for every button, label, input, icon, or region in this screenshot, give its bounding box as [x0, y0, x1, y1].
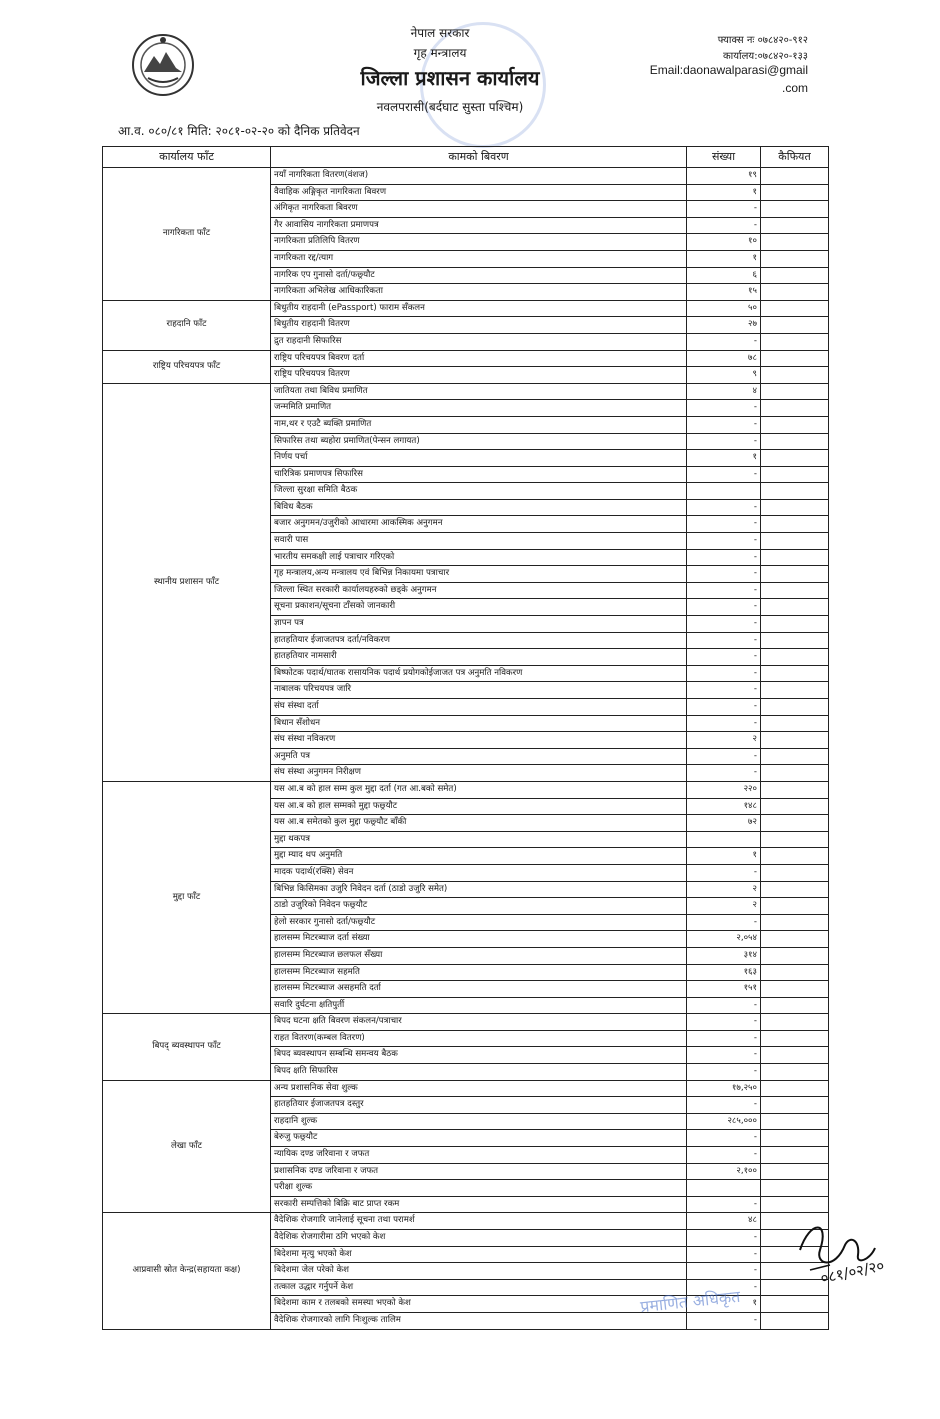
section-name: मुद्दा फाँट: [103, 781, 271, 1013]
row-count: -: [687, 665, 761, 682]
contact-phone: कार्यालय:०७८४२०-१३३: [722, 51, 808, 62]
row-remarks: [761, 499, 829, 516]
row-description: हालसम्म मिटरब्याज दर्ता संख्या: [271, 931, 687, 948]
row-count: ६: [687, 267, 761, 284]
row-remarks: [761, 699, 829, 716]
row-description: अंगिकृत नागरिकता बिवरण: [271, 201, 687, 218]
row-remarks: [761, 367, 829, 384]
row-description: हालसम्म मिटरब्याज छलफल सँख्या: [271, 947, 687, 964]
row-description: जिल्ला स्थित सरकारी कार्यालयहरुको छड्के अनुगमन: [271, 582, 687, 599]
col-header-count: संख्या: [687, 147, 761, 168]
row-description: जन्ममिति प्रमाणित: [271, 400, 687, 417]
row-count: -: [687, 748, 761, 765]
row-remarks: [761, 798, 829, 815]
row-count: १७,२५०: [687, 1080, 761, 1097]
row-description: नागरिक एप गुनासो दर्ता/फछ्र्यौट: [271, 267, 687, 284]
row-description: हातहतियार ईजाजतपत्र दस्तुर: [271, 1097, 687, 1114]
row-description: हालसम्म मिटरब्याज सहमति: [271, 964, 687, 981]
row-description: वैदेशिक रोजगारि जानेलाई सूचना तथा परामर्श: [271, 1213, 687, 1230]
row-description: भारतीय समकक्षी लाई पत्राचार गरिएको: [271, 549, 687, 566]
row-count: १: [687, 250, 761, 267]
row-description: चारित्रिक प्रमाणपत्र सिफारिस: [271, 466, 687, 483]
row-count: -: [687, 599, 761, 616]
row-description: वैवाहिक अङ्गिकृत नागरिकता बिवरण: [271, 184, 687, 201]
section-name: आप्रवासी स्रोत केन्द्र(सहायता कक्ष): [103, 1213, 271, 1329]
row-remarks: [761, 898, 829, 915]
row-remarks: [761, 931, 829, 948]
row-remarks: [761, 748, 829, 765]
signature-date: ०८१/०२/२०: [818, 1256, 886, 1288]
row-description: राष्ट्रिय परिचयपत्र बिवरण दर्ता: [271, 350, 687, 367]
row-remarks: [761, 848, 829, 865]
row-count: -: [687, 416, 761, 433]
row-count: -: [687, 1263, 761, 1280]
row-count: -: [687, 616, 761, 633]
row-description: न्यायिक दण्ड जरिवाना र जफत: [271, 1147, 687, 1164]
row-count: -: [687, 549, 761, 566]
col-header-remarks: कैफियत: [761, 147, 829, 168]
row-count: १५१: [687, 981, 761, 998]
section-name: राष्ट्रिय परिचयपत्र फाँट: [103, 350, 271, 383]
row-remarks: [761, 433, 829, 450]
row-count: -: [687, 632, 761, 649]
row-count: ७२: [687, 815, 761, 832]
row-count: ५०: [687, 300, 761, 317]
row-remarks: [761, 599, 829, 616]
row-count: -: [687, 1279, 761, 1296]
row-remarks: [761, 333, 829, 350]
row-remarks: [761, 1312, 829, 1329]
section-name: स्थानीय प्रशासन फाँट: [103, 383, 271, 781]
row-description: मादक पदार्थ(रक्सि) सेवन: [271, 864, 687, 881]
row-count: -: [687, 765, 761, 782]
row-count: १: [687, 450, 761, 467]
row-count: १९: [687, 168, 761, 185]
row-remarks: [761, 300, 829, 317]
row-count: -: [687, 1030, 761, 1047]
row-description: बिविध बैठक: [271, 499, 687, 516]
row-description: नाम,थर र एउटै ब्यक्ति प्रमाणित: [271, 416, 687, 433]
row-remarks: [761, 350, 829, 367]
row-count: -: [687, 433, 761, 450]
row-remarks: [761, 1296, 829, 1313]
row-count: -: [687, 1047, 761, 1064]
row-count: -: [687, 466, 761, 483]
header-gov: नेपाल सरकार: [410, 26, 470, 40]
row-remarks: [761, 864, 829, 881]
row-remarks: [761, 1030, 829, 1047]
row-remarks: [761, 765, 829, 782]
row-remarks: [761, 947, 829, 964]
row-description: बिदेशमा मृत्यु भएको केश: [271, 1246, 687, 1263]
row-remarks: [761, 831, 829, 848]
row-remarks: [761, 516, 829, 533]
row-remarks: [761, 1180, 829, 1197]
row-description: वैदेशिक रोजगारको लागि निःशुल्क तालिम: [271, 1312, 687, 1329]
row-remarks: [761, 1163, 829, 1180]
row-count: -: [687, 201, 761, 218]
row-count: -: [687, 1147, 761, 1164]
row-count: -: [687, 333, 761, 350]
row-description: नाबालक परिचयपत्र जारि: [271, 682, 687, 699]
row-remarks: [761, 1097, 829, 1114]
row-remarks: [761, 1130, 829, 1147]
header-location: नवलपरासी(बर्दघाट सुस्ता पश्चिम): [376, 100, 524, 114]
row-description: यस आ.ब को हाल सम्मको मुद्दा फछ्र्यौट: [271, 798, 687, 815]
table-row: [103, 350, 829, 367]
row-remarks: [761, 649, 829, 666]
row-count: -: [687, 217, 761, 234]
table-row: [103, 300, 829, 317]
col-header-section: कार्यालय फाँट: [103, 147, 271, 168]
row-count: २: [687, 898, 761, 915]
col-header-desc: कामको बिवरण: [271, 147, 687, 168]
row-remarks: [761, 184, 829, 201]
row-count: २,१००: [687, 1163, 761, 1180]
row-remarks: [761, 250, 829, 267]
row-description: यस आ.ब को हाल सम्म कुल मुद्दा दर्ता (गत आ.बको समेत): [271, 781, 687, 798]
row-description: सूचना प्रकाशन/सूचना टाँसको जानकारी: [271, 599, 687, 616]
row-description: परीक्षा शुल्क: [271, 1180, 687, 1197]
row-remarks: [761, 383, 829, 400]
section-name: राहदानि फाँट: [103, 300, 271, 350]
row-description: राहदानि शुल्क: [271, 1113, 687, 1130]
row-remarks: [761, 997, 829, 1014]
row-description: प्रशासनिक दण्ड जरिवाना र जफत: [271, 1163, 687, 1180]
row-description: संघ संस्था अनुगमन निरीक्षण: [271, 765, 687, 782]
row-description: हेलो सरकार गुनासो दर्ता/फछ्र्यौट: [271, 914, 687, 931]
row-count: -: [687, 699, 761, 716]
row-remarks: [761, 1047, 829, 1064]
row-count: [687, 483, 761, 500]
table-header-row: [103, 147, 829, 168]
row-remarks: [761, 416, 829, 433]
row-count: २२०: [687, 781, 761, 798]
row-description: गृह मन्त्रालय,अन्य मन्त्रालय एवं बिभिन्न निकायमा पत्राचार: [271, 566, 687, 583]
row-description: राष्ट्रिय परिचयपत्र वितरण: [271, 367, 687, 384]
row-remarks: [761, 483, 829, 500]
row-count: -: [687, 400, 761, 417]
row-description: बेरुजु फछ्र्यौट: [271, 1130, 687, 1147]
row-count: २: [687, 881, 761, 898]
row-description: यस आ.ब समेतको कुल मुद्दा फछ्र्यौट बाँकी: [271, 815, 687, 832]
section-name: बिपद् ब्यवस्थापन फाँट: [103, 1014, 271, 1080]
row-description: हातहतियार ईजाजतपत्र दर्ता/नविकरण: [271, 632, 687, 649]
row-remarks: [761, 1147, 829, 1164]
row-description: बिपद ब्यवस्थापन सम्बन्धि समन्वय बैठक: [271, 1047, 687, 1064]
row-description: बिपद घटना क्षति बिवरण संकलन/पत्राचार: [271, 1014, 687, 1031]
row-count: -: [687, 516, 761, 533]
row-description: संघ संस्था दर्ता: [271, 699, 687, 716]
row-description: बिदेशमा जेल परेको केश: [271, 1263, 687, 1280]
row-description: बिधुतीय राहदानी (ePassport) फाराम सँकलन: [271, 300, 687, 317]
row-description: नागरिकता रद्द/त्याग: [271, 250, 687, 267]
row-count: -: [687, 1064, 761, 1081]
row-remarks: [761, 1080, 829, 1097]
row-count: -: [687, 1230, 761, 1247]
row-count: २७: [687, 317, 761, 334]
row-description: सवारि दुर्घटना क्षतिपुर्ती: [271, 997, 687, 1014]
row-description: नागरिकता अभिलेख आधिकारिकता: [271, 284, 687, 301]
row-count: २,०५४: [687, 931, 761, 948]
row-count: -: [687, 533, 761, 550]
row-remarks: [761, 1113, 829, 1130]
row-description: संघ संस्था नविकरण: [271, 732, 687, 749]
row-remarks: [761, 964, 829, 981]
row-description: नयाँ नागरिकता वितरण(वंशज): [271, 168, 687, 185]
header-office: जिल्ला प्रशासन कार्यालय: [360, 66, 540, 90]
row-count: १: [687, 848, 761, 865]
row-description: बजार अनुगमन/उजुरीको आधारमा आकस्मिक अनुगमन: [271, 516, 687, 533]
table-row: [103, 1213, 829, 1230]
row-description: राहत वितरण(कम्बल वितरण): [271, 1030, 687, 1047]
row-description: तत्काल उद्धार गर्नुपर्ने केश: [271, 1279, 687, 1296]
row-count: -: [687, 582, 761, 599]
row-remarks: [761, 284, 829, 301]
table-row: [103, 168, 829, 185]
row-count: ७८: [687, 350, 761, 367]
row-remarks: [761, 267, 829, 284]
row-description: अन्य प्रशासनिक सेवा शुल्क: [271, 1080, 687, 1097]
approval-stamp-text: प्रमाणित अधिकृत: [639, 1286, 742, 1317]
row-description: जातियता तथा बिविध प्रमाणित: [271, 383, 687, 400]
nepal-emblem-icon: [130, 32, 196, 98]
row-description: ठाडो उजुरिको निवेदन फछ्र्यौट: [271, 898, 687, 915]
row-remarks: [761, 201, 829, 218]
row-count: १४८: [687, 798, 761, 815]
row-remarks: [761, 781, 829, 798]
row-count: -: [687, 997, 761, 1014]
row-description: बिष्फोटक पदार्थ/घातक रासायनिक पदार्थ प्रयोगकोईजाजत पत्र अनुमति नविकरण: [271, 665, 687, 682]
row-remarks: [761, 317, 829, 334]
section-name: नागरिकता फाँट: [103, 168, 271, 301]
row-remarks: [761, 234, 829, 251]
row-remarks: [761, 582, 829, 599]
row-remarks: [761, 732, 829, 749]
row-count: १५: [687, 284, 761, 301]
row-count: -: [687, 1196, 761, 1213]
row-remarks: [761, 168, 829, 185]
row-description: सवारी पास: [271, 533, 687, 550]
row-description: बिधान सँशोधन: [271, 715, 687, 732]
row-remarks: [761, 682, 829, 699]
row-count: -: [687, 715, 761, 732]
row-remarks: [761, 715, 829, 732]
row-description: निर्णय पर्चा: [271, 450, 687, 467]
contact-email-suffix: .com: [781, 81, 808, 95]
table-row: [103, 1080, 829, 1097]
row-description: गैर आवासिय नागरिकता प्रमाणपत्र: [271, 217, 687, 234]
row-description: बिभिन्न किसिमका उजुरि निवेदन दर्ता (ठाडो उजुरि समेत): [271, 881, 687, 898]
row-description: नागरिकता प्रतिलिपि वितरण: [271, 234, 687, 251]
row-count: १: [687, 184, 761, 201]
row-description: वैदेशिक रोजगारीमा ठगि भएको केश: [271, 1230, 687, 1247]
row-count: -: [687, 649, 761, 666]
row-count: -: [687, 499, 761, 516]
row-count: [687, 831, 761, 848]
row-count: -: [687, 1014, 761, 1031]
row-remarks: [761, 665, 829, 682]
contact-fax: फ्याक्स नः ०७८४२०-९१२: [717, 35, 808, 46]
report-title: आ.व. ०८०/८१ मिति: २०८१-०२-२० को दैनिक प्रतिवेदन: [118, 124, 360, 138]
row-count: -: [687, 566, 761, 583]
row-count: १०: [687, 234, 761, 251]
row-description: बिपद क्षति सिफारिस: [271, 1064, 687, 1081]
row-description: हालसम्म मिटरब्याज असहमति दर्ता: [271, 981, 687, 998]
row-description: मुद्दा म्याद थप अनुमति: [271, 848, 687, 865]
row-remarks: [761, 914, 829, 931]
row-count: ४८: [687, 1213, 761, 1230]
row-description: बिदेशमा काम र तलबको समस्या भएको केश: [271, 1296, 687, 1313]
row-count: [687, 1180, 761, 1197]
row-remarks: [761, 400, 829, 417]
row-description: सिफारिस तथा ब्यहोरा प्रमाणित(पेन्सन लगायत): [271, 433, 687, 450]
row-remarks: [761, 450, 829, 467]
table-row: [103, 781, 829, 798]
row-count: -: [687, 864, 761, 881]
row-description: हातहतियार नामसारी: [271, 649, 687, 666]
row-description: ज्ञापन पत्र: [271, 616, 687, 633]
row-remarks: [761, 632, 829, 649]
section-name: लेखा फाँट: [103, 1080, 271, 1213]
row-count: -: [687, 914, 761, 931]
row-count: -: [687, 1130, 761, 1147]
row-remarks: [761, 1064, 829, 1081]
row-count: २: [687, 732, 761, 749]
row-description: जिल्ला सुरक्षा समिति बैठक: [271, 483, 687, 500]
report-table: [102, 146, 829, 1330]
row-count: -: [687, 1097, 761, 1114]
row-count: १: [687, 1296, 761, 1313]
contact-email: Email:daonawalparasi@gmail: [649, 63, 808, 77]
row-description: बिधुतीय राहदानी वितरण: [271, 317, 687, 334]
row-description: द्रुत राहदानी सिफारिस: [271, 333, 687, 350]
row-count: -: [687, 1246, 761, 1263]
table-row: [103, 1014, 829, 1031]
row-remarks: [761, 1014, 829, 1031]
row-remarks: [761, 881, 829, 898]
row-remarks: [761, 616, 829, 633]
row-count: -: [687, 682, 761, 699]
row-description: मुद्दा थकपत्र: [271, 831, 687, 848]
row-count: ३१४: [687, 947, 761, 964]
row-remarks: [761, 533, 829, 550]
row-description: सरकारी सम्पत्तिको बिक्रि बाट प्राप्त रकम: [271, 1196, 687, 1213]
row-remarks: [761, 981, 829, 998]
row-remarks: [761, 549, 829, 566]
row-count: १६३: [687, 964, 761, 981]
row-remarks: [761, 815, 829, 832]
row-count: -: [687, 1312, 761, 1329]
row-description: अनुमति पत्र: [271, 748, 687, 765]
table-row: [103, 383, 829, 400]
row-remarks: [761, 217, 829, 234]
row-count: २८५,०००: [687, 1113, 761, 1130]
header-ministry: गृह मन्त्रालय: [413, 46, 467, 60]
row-count: ९: [687, 367, 761, 384]
row-remarks: [761, 466, 829, 483]
row-count: ४: [687, 383, 761, 400]
row-remarks: [761, 566, 829, 583]
